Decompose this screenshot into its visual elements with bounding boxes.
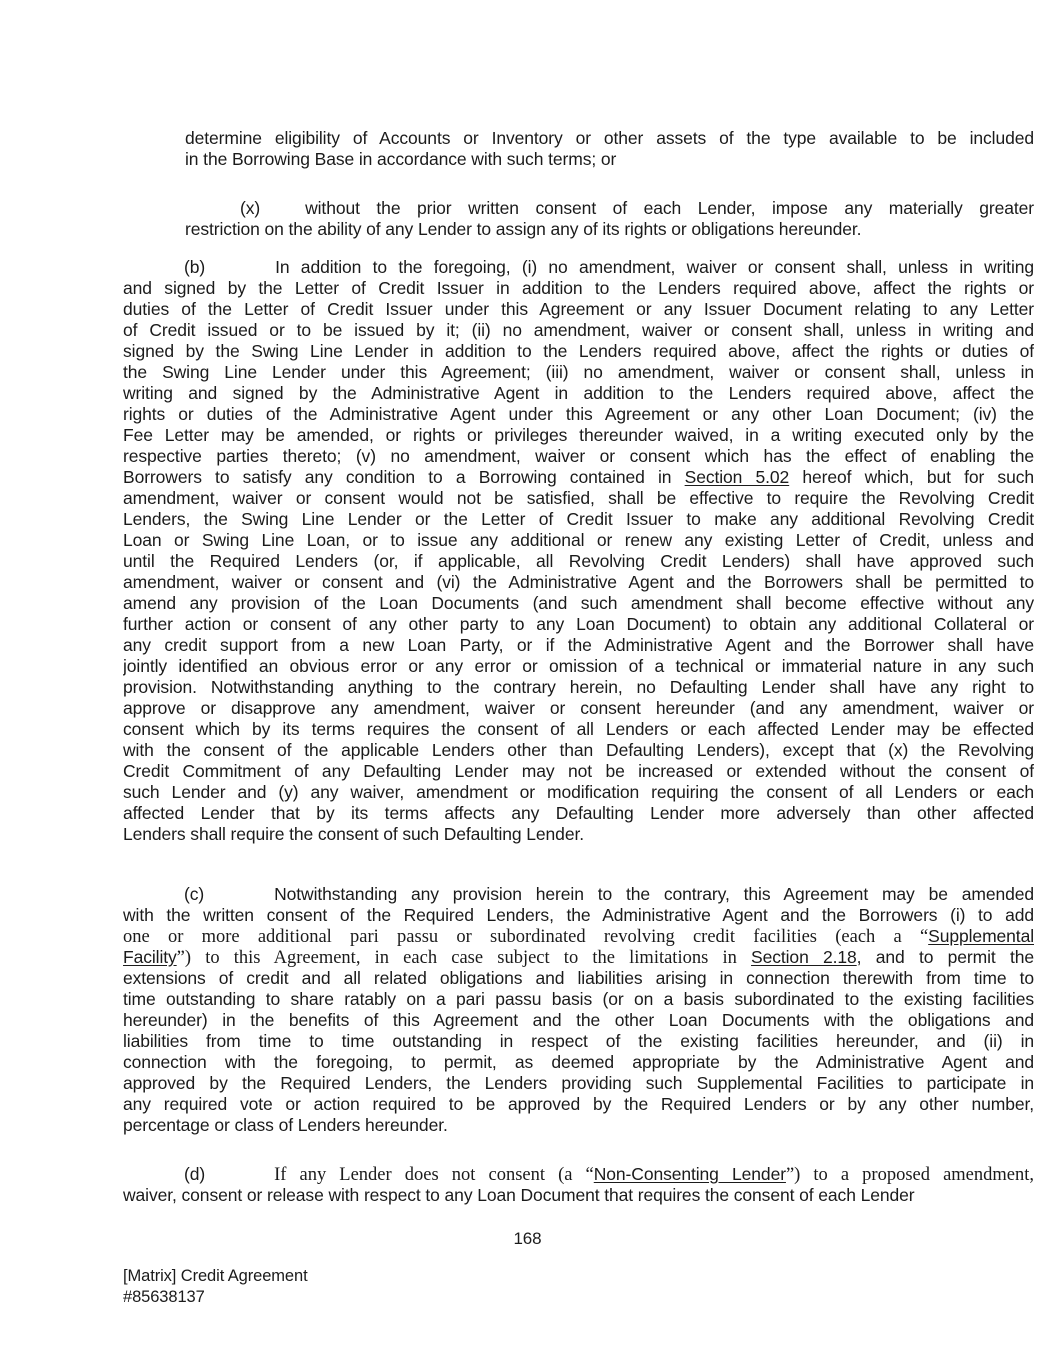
text-line	[123, 1164, 1034, 1185]
text-segment: determine eligibility of Accounts or Inventory or other assets of the type available to be included	[185, 128, 1034, 148]
text-segment: the Swing Line Lender under this Agreement; (iii) no amendment, waiver or consent shall, unless in	[123, 362, 1034, 382]
text-line	[123, 299, 1034, 320]
paragraph-clause-c	[123, 884, 1034, 1136]
text-line	[185, 149, 1034, 170]
text-segment: one or more additional pari passu or subordinated revolving credit facilities (each a “	[123, 927, 929, 947]
text-line	[123, 782, 1034, 803]
text-line	[123, 446, 1034, 467]
text-line	[123, 635, 1034, 656]
text-segment: Notwithstanding any provision herein to the contrary, this Agreement may be amended	[274, 884, 1034, 904]
text-segment: any required vote or action required to be approved by the Required Lenders or by any other number,	[123, 1094, 1034, 1114]
text-segment: with the consent of the applicable Lenders other than Defaulting Lenders), except that (x) the Revolving	[123, 740, 1034, 760]
text-line	[123, 884, 1034, 905]
text-line	[123, 467, 1034, 488]
text-line	[185, 219, 1034, 240]
defined-term: Supplemental	[928, 926, 1034, 946]
text-segment: Credit Commitment of any Defaulting Lender may not be increased or extended without the consent of	[123, 761, 1034, 781]
text-line	[185, 128, 1034, 149]
text-line	[123, 257, 1034, 278]
text-line	[123, 926, 1034, 947]
text-segment: liabilities from time to time outstanding in respect of the existing facilities hereunder, and (ii) in	[123, 1031, 1034, 1051]
text-segment: hereof which, but for such	[789, 467, 1034, 487]
tab-spacer	[123, 272, 184, 273]
text-line	[123, 947, 1034, 968]
text-segment: and signed by the Letter of Credit Issuer in addition to the Lenders required above, affect the rights or	[123, 278, 1034, 298]
text-line	[123, 1073, 1034, 1094]
text-line	[123, 1010, 1034, 1031]
text-segment: consent which by its terms requires the consent of all Lenders or each affected Lender may be effected	[123, 719, 1034, 739]
document-body	[123, 128, 1034, 1206]
text-line	[123, 1115, 1034, 1136]
text-line	[123, 677, 1034, 698]
text-line	[123, 968, 1034, 989]
text-segment: time outstanding to share ratably on a pari passu basis (or on a basis subordinated to the existing facilities	[123, 989, 1034, 1009]
text-line	[123, 530, 1034, 551]
text-segment: respective parties thereto; (v) no amendment, waiver or consent which has the effect of enabling the	[123, 446, 1034, 466]
text-line	[123, 1031, 1034, 1052]
text-segment: waiver, consent or release with respect to any Loan Document that requires the consent of each Lender	[123, 1185, 915, 1205]
defined-term: Non-Consenting Lender	[593, 1164, 786, 1184]
text-line	[123, 824, 1034, 845]
text-line	[123, 803, 1034, 824]
footer-doc-id: #85638137	[123, 1288, 205, 1306]
text-line	[123, 656, 1034, 677]
footer-doc-title: [Matrix] Credit Agreement	[123, 1267, 308, 1285]
text-segment: rights or duties of the Administrative Agent under this Agreement or any other Loan Document; (iv) the	[123, 404, 1034, 424]
text-segment: (x)	[240, 198, 261, 218]
text-line	[123, 320, 1034, 341]
page-number: 168	[513, 1229, 542, 1248]
text-line	[123, 551, 1034, 572]
tab-spacer	[260, 213, 305, 214]
text-segment: (b)	[184, 257, 206, 277]
text-line	[123, 1052, 1034, 1073]
text-segment: percentage or class of Lenders hereunder.	[123, 1115, 448, 1135]
text-line	[123, 614, 1034, 635]
text-segment: If any Lender does not consent (a “	[274, 1165, 594, 1185]
text-segment: further action or consent of any other party to any Loan Document) to obtain any additional Collateral or	[123, 614, 1034, 634]
paragraph-clause-d	[123, 1164, 1034, 1206]
text-line	[123, 740, 1034, 761]
text-segment: with the written consent of the Required Lenders, the Administrative Agent and the Borrowers (i) to add	[123, 905, 1034, 925]
text-line	[123, 698, 1034, 719]
text-segment: amendment, waiver or consent would not be satisfied, shall be effective to require the Revolving Credit	[123, 488, 1034, 508]
defined-term: Facility	[123, 947, 177, 967]
text-segment: jointly identified an obvious error or any error or omission of a technical or immaterial nature in any such	[123, 656, 1034, 676]
text-segment: connection with the foregoing, to permit, as deemed appropriate by the Administrative Agent and	[123, 1052, 1034, 1072]
text-segment: without the prior written consent of each Lender, impose any materially greater	[305, 198, 1034, 218]
text-line	[123, 761, 1034, 782]
text-line	[123, 488, 1034, 509]
text-line	[123, 719, 1034, 740]
text-segment: approved by the Required Lenders, the Lenders providing such Supplemental Facilities to participate in	[123, 1073, 1034, 1093]
text-segment: In addition to the foregoing, (i) no amendment, waiver or consent shall, unless in writing	[275, 257, 1034, 277]
text-line	[123, 278, 1034, 299]
tab-spacer	[123, 1179, 184, 1180]
tab-spacer	[123, 899, 184, 900]
text-segment: until the Required Lenders (or, if applicable, all Revolving Credit Lenders) shall have approved such	[123, 551, 1034, 571]
text-line	[123, 341, 1034, 362]
text-line	[123, 593, 1034, 614]
text-segment: any credit support from a new Loan Party, or if the Administrative Agent and the Borrower shall have	[123, 635, 1034, 655]
text-segment: Lenders, the Swing Line Lender or the Letter of Credit Issuer to make any additional Revolving Credit	[123, 509, 1034, 529]
text-segment: ”) to a proposed amendment,	[785, 1165, 1034, 1185]
text-segment: approve or disapprove any amendment, waiver or consent hereunder (and any amendment, waiver or	[123, 698, 1034, 718]
text-segment: ”) to this Agreement, in each case subject to the limitations in	[176, 948, 752, 968]
paragraph-clause-b	[123, 257, 1034, 845]
text-segment: provision. Notwithstanding anything to the contrary herein, no Defaulting Lender shall have any right to	[123, 677, 1034, 697]
text-line	[123, 509, 1034, 530]
text-segment: in the Borrowing Base in accordance with such terms; or	[185, 149, 617, 169]
text-segment: (d)	[184, 1164, 206, 1184]
text-segment: Loan or Swing Line Loan, or to issue any additional or renew any existing Letter of Credit, unless and	[123, 530, 1034, 550]
text-segment: extensions of credit and all related obligations and liabilities arising in connection therewith from time to	[123, 968, 1034, 988]
text-segment: amendment, waiver or consent and (vi) the Administrative Agent and the Borrowers shall be permitted to	[123, 572, 1034, 592]
text-line	[123, 905, 1034, 926]
text-line	[123, 425, 1034, 446]
text-segment: writing and signed by the Administrative Agent in addition to the Lenders required above, affect the	[123, 383, 1034, 403]
tab-spacer	[205, 272, 275, 273]
text-line	[123, 1185, 1034, 1206]
text-segment: restriction on the ability of any Lender to assign any of its rights or obligations hereunder.	[185, 219, 862, 239]
tab-spacer	[185, 213, 240, 214]
text-line	[123, 1094, 1034, 1115]
text-line	[123, 404, 1034, 425]
text-segment: duties of the Letter of Credit Issuer under this Agreement or any Issuer Document relating to any Letter	[123, 299, 1034, 319]
defined-term: Section 2.18	[751, 947, 857, 967]
paragraph-intro-continuation	[123, 128, 1034, 170]
text-segment: affected Lender that by its terms affects any Defaulting Lender more adversely than other affected	[123, 803, 1034, 823]
text-segment: Borrowers to satisfy any condition to a Borrowing contained in	[123, 467, 685, 487]
tab-spacer	[205, 1179, 274, 1180]
text-line	[123, 989, 1034, 1010]
text-line	[185, 198, 1034, 219]
text-line	[123, 572, 1034, 593]
text-segment: , and to permit the	[856, 947, 1034, 967]
text-segment: hereunder) in the benefits of this Agreement and the other Loan Documents with the obligations and	[123, 1010, 1034, 1030]
text-line	[123, 383, 1034, 404]
text-segment: signed by the Swing Line Lender in addition to the Lenders required above, affect the rights or duties of	[123, 341, 1034, 361]
text-line	[123, 362, 1034, 383]
tab-spacer	[204, 899, 274, 900]
paragraph-clause-x	[123, 198, 1034, 240]
text-segment: Fee Letter may be amended, or rights or privileges thereunder waived, in a writing executed only by the	[123, 425, 1034, 445]
document-footer	[123, 1266, 308, 1308]
text-segment: of Credit issued or to be issued by it; (ii) no amendment, waiver or consent shall, unless in writing and	[123, 320, 1034, 340]
text-segment: such Lender and (y) any waiver, amendment or modification requiring the consent of all Lenders or each	[123, 782, 1034, 802]
text-segment: amend any provision of the Loan Documents (and such amendment shall become effective without any	[123, 593, 1034, 613]
text-segment: (c)	[184, 884, 205, 904]
text-segment: Lenders shall require the consent of such Defaulting Lender.	[123, 824, 584, 844]
defined-term: Section 5.02	[684, 467, 790, 487]
